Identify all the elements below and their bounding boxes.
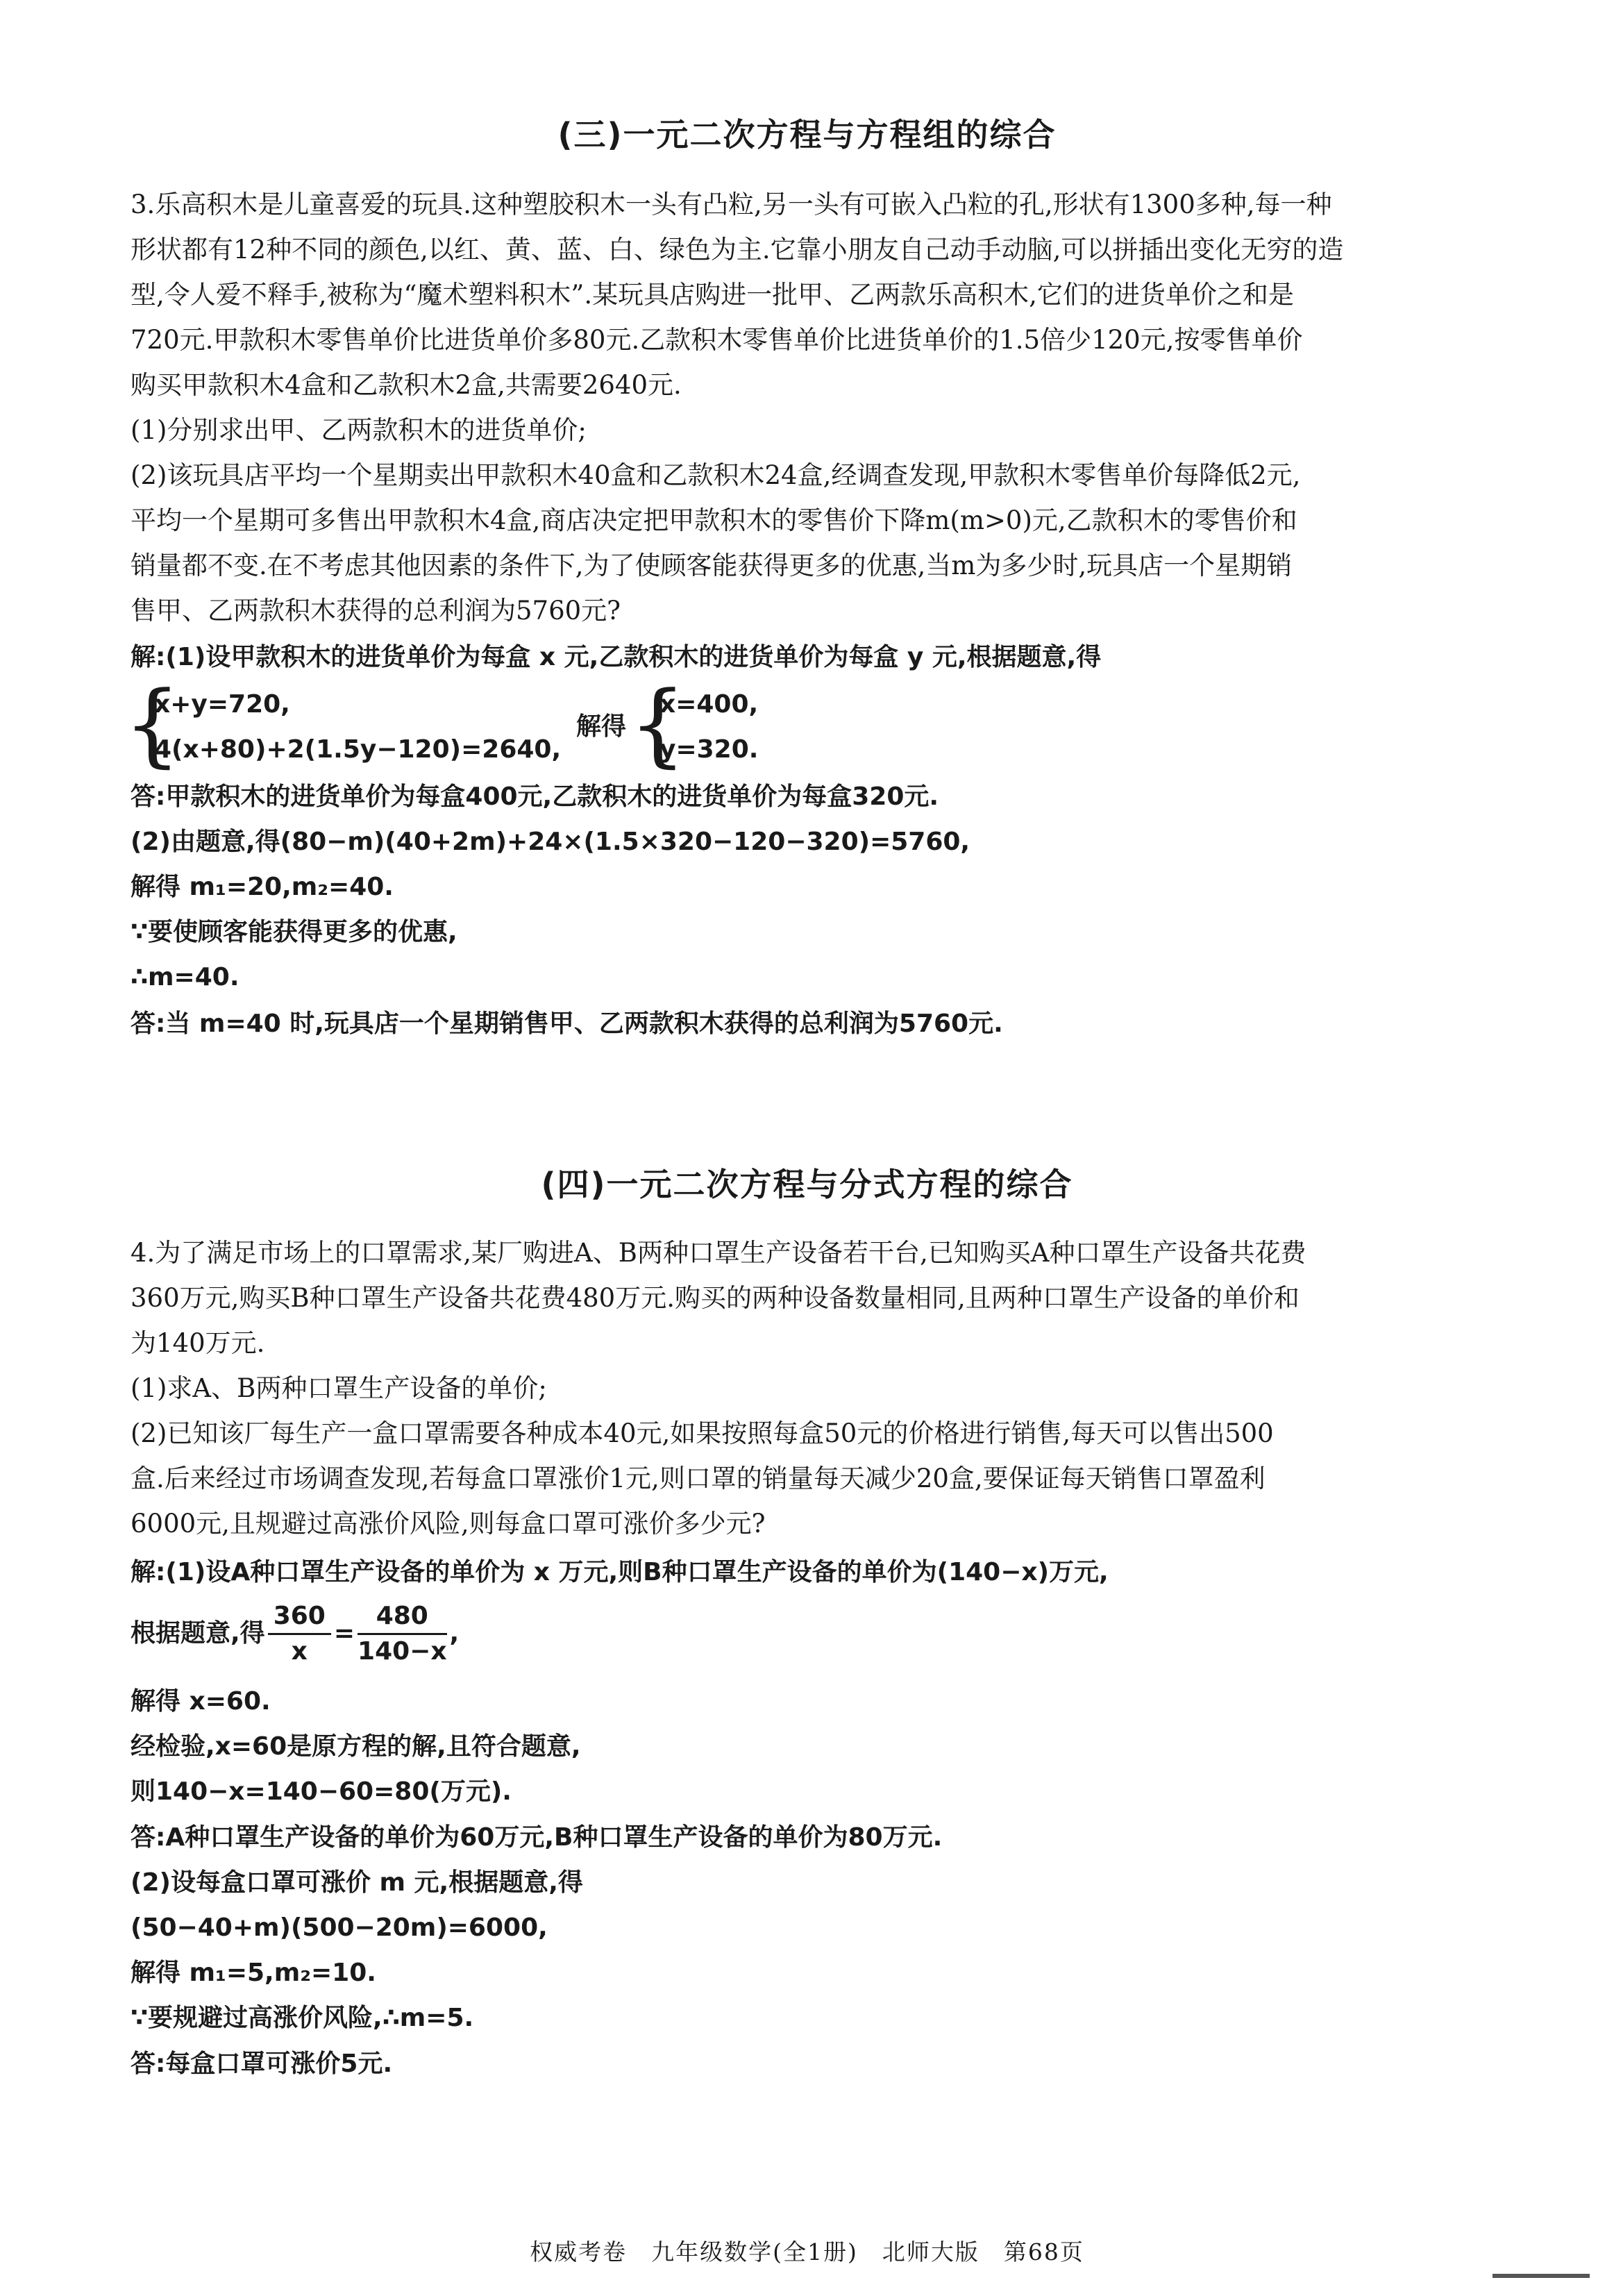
problem-3-line: 销量都不变.在不考虑其他因素的条件下,为了使顾客能获得更多的优惠,当m为多少时,玩具店一个星期销 <box>131 551 1293 580</box>
problem-4-line: 6000元,且规避过高涨价风险,则每盒口罩可涨价多少元? <box>131 1509 766 1539</box>
corner-rule <box>1493 2274 1590 2278</box>
problem-3-line: 售甲、乙两款积木获得的总利润为5760元? <box>131 596 621 626</box>
solution-4-intro: 解:(1)设A种口罩生产设备的单价为 x 万元,则B种口罩生产设备的单价为(140−x)万元, <box>131 1558 1109 1586</box>
solution-brace: { <box>629 671 687 777</box>
solution-4-roots: 解得 m₁=5,m₂=10. <box>131 1959 376 1987</box>
fraction-equation <box>131 1595 459 1672</box>
solution-3-roots: 解得 m₁=20,m₂=40. <box>131 873 394 901</box>
problem-4-line: 盒.后来经过市场调查发现,若每盒口罩涨价1元,则口罩的销量每天减少20盒,要保证每天销售口罩盈利 <box>131 1464 1266 1493</box>
problem-4-line: 为140万元. <box>131 1328 265 1358</box>
fraction-left-denominator: x <box>291 1636 308 1666</box>
solution-3-therefore: ∴m=40. <box>131 963 239 991</box>
problem-4-part2: (2)已知该厂每生产一盒口罩需要各种成本40元,如果按照每盒50元的价格进行销售,每天可以售出500 <box>131 1418 1274 1448</box>
problem-4-line: 360万元,购买B种口罩生产设备共花费480万元.购买的两种设备数量相同,且两种口罩生产设备的单价和 <box>131 1283 1300 1313</box>
fraction-left <box>268 1600 331 1668</box>
solution-4-check: 经检验,x=60是原方程的解,且符合题意, <box>131 1732 581 1761</box>
problem-3-line: 3.乐高积木是儿童喜爱的玩具.这种塑胶积木一头有凸粒,另一头有可嵌入凸粒的孔,形状有1300多种,每一种 <box>131 190 1332 219</box>
fraction-left-numerator: 360 <box>268 1600 331 1635</box>
fraction-right-denominator: 140−x <box>358 1636 447 1666</box>
answer-4-1: 答:A种口罩生产设备的单价为60万元,B种口罩生产设备的单价为80万元. <box>131 1823 943 1852</box>
section-3-title: (三)一元二次方程与方程组的综合 <box>557 116 1057 153</box>
page-footer: 权威考卷 九年级数学(全1册) 北师大版 第68页 <box>530 2238 1084 2265</box>
fraction-right <box>358 1600 447 1668</box>
answer-3-1: 答:甲款积木的进货单价为每盒400元,乙款积木的进货单价为每盒320元. <box>131 782 939 811</box>
problem-3-line: 型,令人爱不释手,被称为“魔术塑料积木”.某玩具店购进一批甲、乙两款乐高积木,它们的进货单价之和是 <box>131 280 1294 310</box>
solution-3-part2: (2)由题意,得(80−m)(40+2m)+24×(1.5×320−120−320)=5760, <box>131 828 970 856</box>
equation-prefix: 根据题意,得 <box>131 1619 265 1648</box>
solution-3-intro: 解:(1)设甲款积木的进货单价为每盒 x 元,乙款积木的进货单价为每盒 y 元,根据题意,得 <box>131 643 1102 671</box>
equation-suffix: , <box>449 1619 460 1648</box>
solution-4-then: 则140−x=140−60=80(万元). <box>131 1777 512 1806</box>
solution-4-equation: (50−40+m)(500−20m)=6000, <box>131 1913 548 1942</box>
equals-sign: = <box>333 1619 355 1648</box>
problem-3-line: 购买甲款积木4盒和乙款积木2盒,共需要2640元. <box>131 370 682 400</box>
problem-3-line: 720元.甲款积木零售单价比进货单价多80元.乙款积木零售单价比进货单价的1.5倍少120元,按零售单价 <box>131 325 1303 355</box>
problem-3-line: 平均一个星期可多售出甲款积木4盒,商店决定把甲款积木的零售价下降m(m>0)元,乙款积木的零售价和 <box>131 505 1297 535</box>
solution-equation-2: y=320. <box>659 735 759 764</box>
problem-3-part2: (2)该玩具店平均一个星期卖出甲款积木40盒和乙款积木24盒,经调查发现,甲款积木零售单价每降低2元, <box>131 460 1301 490</box>
problem-3-line: 形状都有12种不同的颜色,以红、黄、蓝、白、绿色为主.它靠小朋友自己动手动脑,可以拼插出变化无穷的造 <box>131 235 1344 265</box>
answer-4-2: 答:每盒口罩可涨价5元. <box>131 2050 393 2078</box>
problem-4-part1: (1)求A、B两种口罩生产设备的单价; <box>131 1373 547 1403</box>
section-4-title: (四)一元二次方程与分式方程的综合 <box>541 1166 1073 1203</box>
system-equation-1: x+y=720, <box>154 690 290 719</box>
solution-equation-1: x=400, <box>659 690 759 719</box>
answer-3-2: 答:当 m=40 时,玩具店一个星期销售甲、乙两款积木获得的总利润为5760元. <box>131 1009 1003 1038</box>
solution-4-because: ∵要规避过高涨价风险,∴m=5. <box>131 2004 474 2032</box>
solve-word: 解得 <box>576 712 627 741</box>
solution-4-solve: 解得 x=60. <box>131 1687 271 1716</box>
solution-3-because: ∵要使顾客能获得更多的优惠, <box>131 918 457 946</box>
system-brace: { <box>124 671 181 777</box>
solution-4-part2: (2)设每盒口罩可涨价 m 元,根据题意,得 <box>131 1868 583 1897</box>
problem-4-line: 4.为了满足市场上的口罩需求,某厂购进A、B两种口罩生产设备若干台,已知购买A种口罩生产设备共花费 <box>131 1238 1306 1268</box>
fraction-right-numerator: 480 <box>358 1600 447 1635</box>
system-equation-2: 4(x+80)+2(1.5y−120)=2640, <box>154 735 562 764</box>
problem-3-part1: (1)分别求出甲、乙两款积木的进货单价; <box>131 415 587 445</box>
